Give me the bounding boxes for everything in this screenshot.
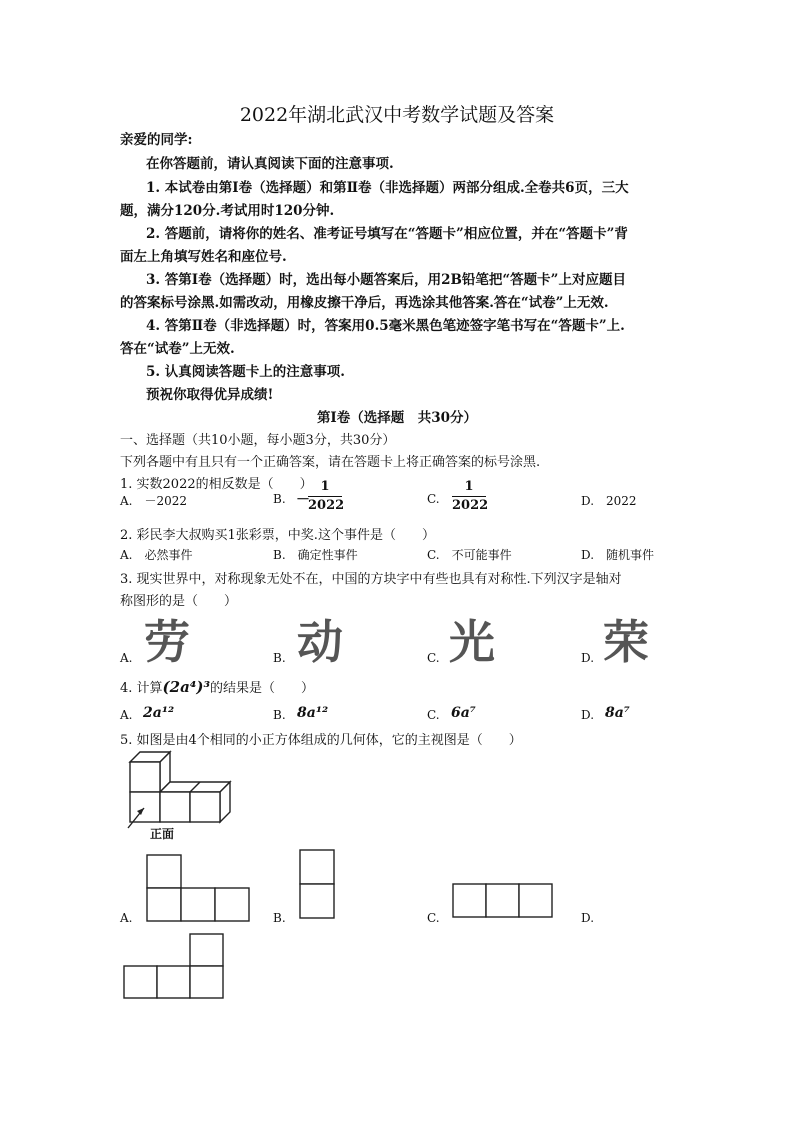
q4-stem-suffix: 的结果是（ ） — [210, 681, 315, 696]
q3-char-a: 劳 — [144, 615, 190, 669]
intro-line: 在你答题前，请认真阅读下面的注意事项. — [146, 156, 394, 172]
q1-option-b-sign: － — [296, 492, 310, 508]
q3-stem-line1: 3. 现实世界中，对称现象无处不在，中国的方块字中有些也具有对称性.下列汉字是轴对 — [120, 572, 622, 587]
q5-label-d: D. — [581, 911, 595, 925]
q5-solid-figure — [120, 748, 240, 843]
q4-expression: (2a⁴)³ — [162, 678, 211, 696]
q4-option-b-label: B. — [273, 708, 286, 722]
q4-stem — [120, 677, 314, 696]
q4-stem-prefix: 4. 计算 — [120, 681, 163, 696]
note-line: 的答案标号涂黑.如需改动，用橡皮擦干净后，再选涂其他答案.答在“试卷”上无效. — [120, 295, 609, 311]
note-line: 3. 答第Ⅰ卷（选择题）时，选出每小题答案后，用2B铅笔把“答题卡”上对应题目 — [146, 272, 626, 288]
note-line: 题，满分120分.考试用时120分钟. — [120, 203, 335, 219]
q1-option-a: A. －2022 — [120, 494, 188, 508]
q3-label-a: A. — [120, 651, 133, 665]
q4-option-d-label: D. — [581, 708, 595, 722]
q1-stem: 1. 实数2022的相反数是（ ） — [120, 477, 313, 492]
q5-option-a-figure — [145, 853, 255, 928]
fraction-denominator: 2022 — [452, 498, 489, 513]
q5-option-c-figure — [451, 882, 561, 922]
q5-label-c: C. — [427, 911, 440, 925]
cube-top — [130, 752, 170, 792]
q3-label-b: B. — [273, 651, 286, 665]
q1-option-c-fraction — [452, 478, 489, 515]
q3-char-d: 荣 — [603, 615, 649, 669]
q5-option-b-figure — [298, 848, 338, 923]
fraction-numerator: 1 — [464, 479, 474, 494]
q1-option-c-label: C. — [427, 492, 440, 506]
note-line: 2. 答题前，请将你的姓名、准考证号填写在“答题卡”相应位置，并在“答题卡”背 — [146, 226, 628, 242]
note-line: 预祝你取得优异成绩! — [146, 387, 274, 403]
q3-stem-line2: 称图形的是（ ） — [120, 594, 238, 609]
fraction-denominator: 2022 — [308, 498, 345, 513]
q4-option-b: 8a¹² — [297, 705, 329, 721]
q1-option-b-fraction — [308, 478, 345, 515]
note-line: 4. 答第Ⅱ卷（非选择题）时，答案用0.5毫米黑色笔迹签字笔书写在“答题卡”上. — [146, 318, 625, 334]
q2-option-d: D. 随机事件 — [581, 548, 655, 562]
greeting: 亲爱的同学: — [120, 132, 193, 148]
q2-option-b: B. 确定性事件 — [273, 548, 358, 562]
q3-char-c: 光 — [449, 615, 495, 669]
q5-option-d-figure — [122, 932, 232, 1007]
q2-option-c: C. 不可能事件 — [427, 548, 512, 562]
section-heading: 一、选择题（共10小题，每小题3分，共30分） — [120, 433, 396, 448]
note-line: 面左上角填写姓名和座位号. — [120, 249, 287, 265]
section-title: 第Ⅰ卷（选择题 共30分） — [316, 410, 478, 426]
q2-option-a: A. 必然事件 — [120, 548, 193, 562]
q1-option-d: D. 2022 — [581, 494, 637, 508]
front-view-label: 正面 — [150, 827, 175, 841]
q5-label-b: B. — [273, 911, 286, 925]
q3-label-d: D. — [581, 651, 595, 665]
q5-stem: 5. 如图是由4个相同的小正方体组成的几何体，它的主视图是（ ） — [120, 733, 522, 748]
fraction-numerator: 1 — [320, 479, 330, 494]
q4-option-a-label: A. — [120, 708, 133, 722]
note-line: 5. 认真阅读答题卡上的注意事项. — [146, 364, 345, 380]
q5-label-a: A. — [120, 911, 133, 925]
q3-label-c: C. — [427, 651, 440, 665]
note-line: 1. 本试卷由第Ⅰ卷（选择题）和第Ⅱ卷（非选择题）两部分组成.全卷共6页，三大 — [146, 180, 629, 196]
q4-option-d: 8a⁷ — [605, 705, 630, 721]
q4-option-c-label: C. — [427, 708, 440, 722]
q4-option-c: 6a⁷ — [451, 705, 476, 721]
section-instruction: 下列各题中有且只有一个正确答案，请在答题卡上将正确答案的标号涂黑. — [120, 455, 541, 470]
note-line: 答在“试卷”上无效. — [120, 341, 235, 357]
q3-char-b: 动 — [297, 615, 343, 669]
q1-option-b-label: B. — [273, 492, 286, 506]
q4-option-a: 2a¹² — [143, 705, 175, 721]
q2-stem: 2. 彩民李大叔购买1张彩票，中奖.这个事件是（ ） — [120, 528, 435, 543]
page-title: 2022年湖北武汉中考数学试题及答案 — [239, 104, 555, 126]
